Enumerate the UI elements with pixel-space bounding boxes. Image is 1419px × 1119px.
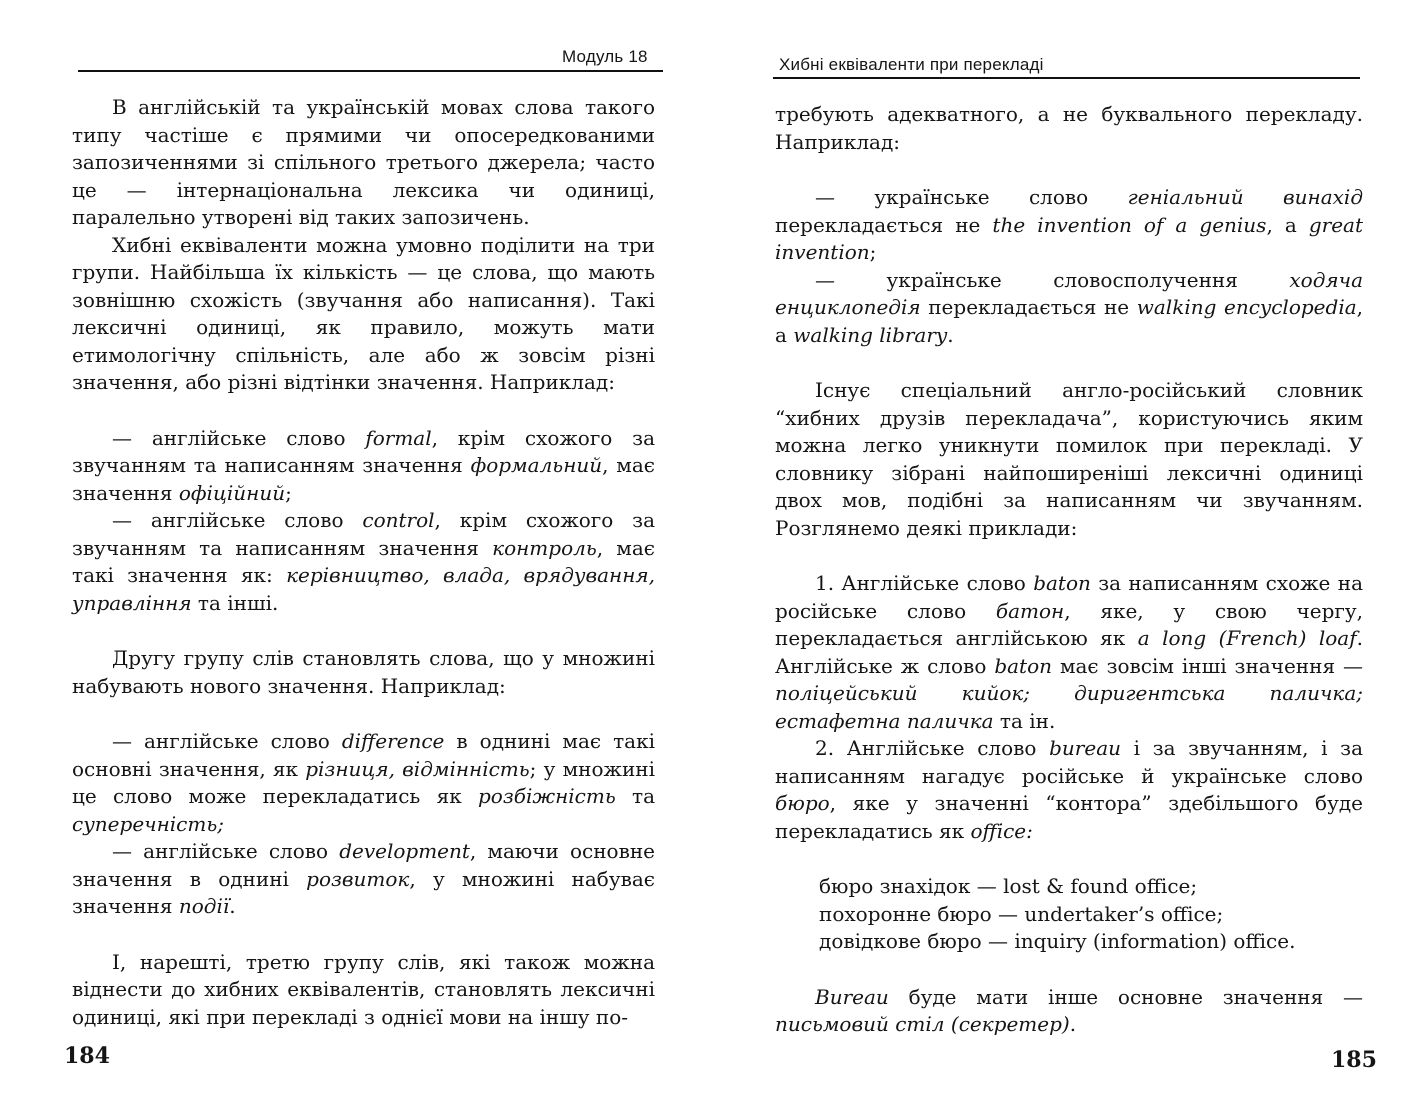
paragraph: В англійській та українській мовах слова такого типу частіше є прямими чи опосередкованими запозиченнями зі спільного третього джерела; часто це — інтернаціональна лексика чи одиниці, паралельно утворені від таких запозичень. [72, 95, 655, 229]
left-page [0, 0, 709, 1119]
example-difference: — англійське слово difference в однині має такі основні значення, як різниця, відмінність; у множині це слово може перекладатись як розбіжність та суперечність; [72, 729, 655, 836]
numbered-example-bureau: 2. Англійське слово bureau і за звучанням, і за написанням нагадує російське й українське слово бюро, яке у значенні “контора” здебільшого буде перекладатись як office: [775, 736, 1363, 843]
list-item: довідкове бюро — inquiry (information) office. [819, 929, 1296, 953]
running-header: Хибні еквіваленти при перекладі [779, 55, 1044, 74]
example-development: — англійське слово development, маючи основне значення в однині розвиток, у множині набуває значення події. [72, 839, 655, 918]
header-rule [773, 77, 1360, 79]
list-item: бюро знахідок — lost & found office; [819, 874, 1198, 898]
example-formal: — англійське слово formal, крім схожого за звучанням та написанням значення формальний, має значення офіційний; [72, 425, 655, 505]
paragraph: І, нарешті, третю групу слів, які також можна віднести до хибних еквівалентів, становлять лексичні одиниці, які при перекладі з однієї мови на іншу по- [72, 949, 655, 1029]
page-number: 185 [1331, 1047, 1377, 1073]
paragraph: Другу групу слів становлять слова, що у множині набувають нового значення. Наприклад: [72, 646, 655, 698]
example-genius: — українське слово геніальний винахід перекладається не the invention of a genius, а great invention; [775, 185, 1364, 264]
paragraph: требують адекватного, а не буквального перекладу. Наприклад: [775, 102, 1363, 154]
paragraph: Хибні еквіваленти можна умовно поділити на три групи. Найбільша їх кількість — це слова, що мають зовнішню схожість (звучання або написання). Такі лексичні одиниці, як правило, можуть мати етимологічну спільність, але або ж зовсім різні значення, або різні відтінки значення. Наприклад: [72, 232, 655, 394]
bureau-list [775, 873, 1363, 956]
page-body [775, 101, 1363, 1039]
example-encyclopedia: — українське словосполучення ходяча енциклопедія перекладається не walking encyclopedia, а walking library. [775, 267, 1363, 347]
list-item: похоронне бюро — undertaker’s office; [819, 901, 1224, 926]
paragraph: Bureau буде мати інше основне значення — письмовий стіл (секретер). [775, 984, 1363, 1036]
numbered-example-baton: 1. Англійське слово baton за написанням схоже на російське слово батон, яке, у свою чергу, перекладається англійською як a long (French) loaf. Англійське ж слово baton має зовсім інші значення — поліцейський кийок; диригентська паличка; естафетна паличка та ін. [775, 571, 1364, 733]
paragraph: Існує спеціальний англо-російський словник “хибних друзів перекладача”, користуючись яким можна легко уникнути помилок при перекладі. У словнику зібрані найпоширеніші лексичні одиниці двох мов, подібні за написанням чи звучанням. Розглянемо деякі приклади: [775, 378, 1363, 540]
example-control: — англійське слово control, крім схожого за звучанням та написанням значення контроль, має такі значення як: керівництво, влада, врядування, управління та інші. [72, 508, 655, 615]
running-header: Модуль 18 [562, 47, 648, 66]
header-rule [78, 70, 663, 72]
page-body [72, 94, 655, 1031]
right-page [709, 0, 1419, 1119]
page-number: 184 [64, 1043, 110, 1069]
